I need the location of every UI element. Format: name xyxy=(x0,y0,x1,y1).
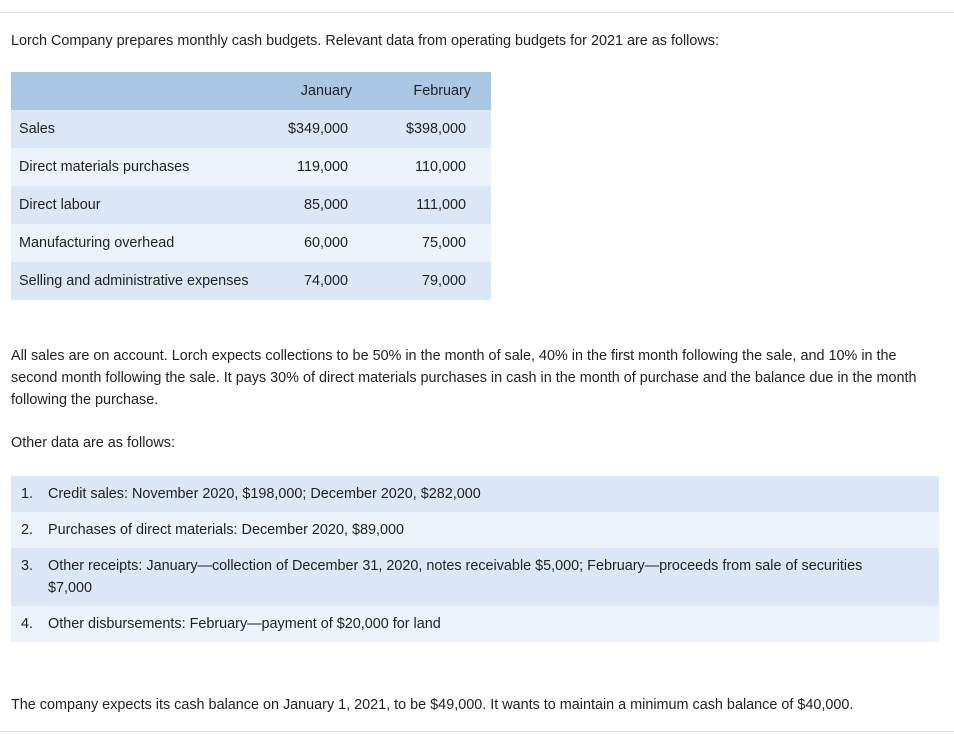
collection-terms-text: All sales are on account. Lorch expects collections to be 50% in the month of sale, 40% in the first month following the sale, and 10% in the second month following the sale. It pays 30% of direct materials purchases in cash in the month of purchase and the balance due in the month following the purchase. xyxy=(11,348,917,408)
item-number: 3. xyxy=(21,558,34,574)
february-value: 79,000 xyxy=(372,262,491,300)
other-data-heading: Other data are as follows: xyxy=(11,435,175,451)
table-row xyxy=(11,148,491,186)
february-value: 75,000 xyxy=(372,224,491,262)
closing-text: The company expects its cash balance on January 1, 2021, to be $49,000. It wants to maintain a minimum cash balance of $40,000. xyxy=(11,697,854,713)
item-number: 4. xyxy=(21,616,34,632)
table-row xyxy=(11,186,491,224)
item-text: Credit sales: November 2020, $198,000; December 2020, $282,000 xyxy=(48,486,481,502)
january-value: 85,000 xyxy=(260,186,372,224)
item-number: 1. xyxy=(21,486,34,502)
february-value: 110,000 xyxy=(372,148,491,186)
item-number: 2. xyxy=(21,522,34,538)
february-value: 111,000 xyxy=(372,186,491,224)
february-value: $398,000 xyxy=(372,110,491,148)
other-data-list xyxy=(11,476,939,642)
january-value: 119,000 xyxy=(260,148,372,186)
row-label: Sales xyxy=(11,110,260,148)
list-item xyxy=(11,476,939,512)
top-divider xyxy=(0,12,954,13)
intro-text: Lorch Company prepares monthly cash budgets. Relevant data from operating budgets for 2021 are as follows: xyxy=(11,33,719,49)
item-text: Purchases of direct materials: December 2020, $89,000 xyxy=(48,522,404,538)
table-header-row xyxy=(11,72,491,110)
header-label xyxy=(11,72,260,110)
list-item xyxy=(11,512,939,548)
january-value: 74,000 xyxy=(260,262,372,300)
january-value: 60,000 xyxy=(260,224,372,262)
table-row xyxy=(11,224,491,262)
bottom-divider xyxy=(0,731,954,732)
list-item xyxy=(11,606,939,642)
item-text: Other disbursements: February—payment of $20,000 for land xyxy=(48,616,441,632)
header-february: February xyxy=(372,72,491,110)
row-label: Selling and administrative expenses xyxy=(11,262,260,300)
row-label: Direct labour xyxy=(11,186,260,224)
january-value: $349,000 xyxy=(260,110,372,148)
row-label: Manufacturing overhead xyxy=(11,224,260,262)
list-item xyxy=(11,548,939,606)
header-january: January xyxy=(260,72,372,110)
table-row xyxy=(11,110,491,148)
row-label: Direct materials purchases xyxy=(11,148,260,186)
item-text: Other receipts: January—collection of December 31, 2020, notes receivable $5,000; February—proceeds from sale of securities $7,000 xyxy=(48,558,863,596)
operating-budget-table xyxy=(11,72,491,300)
table-row xyxy=(11,262,491,300)
